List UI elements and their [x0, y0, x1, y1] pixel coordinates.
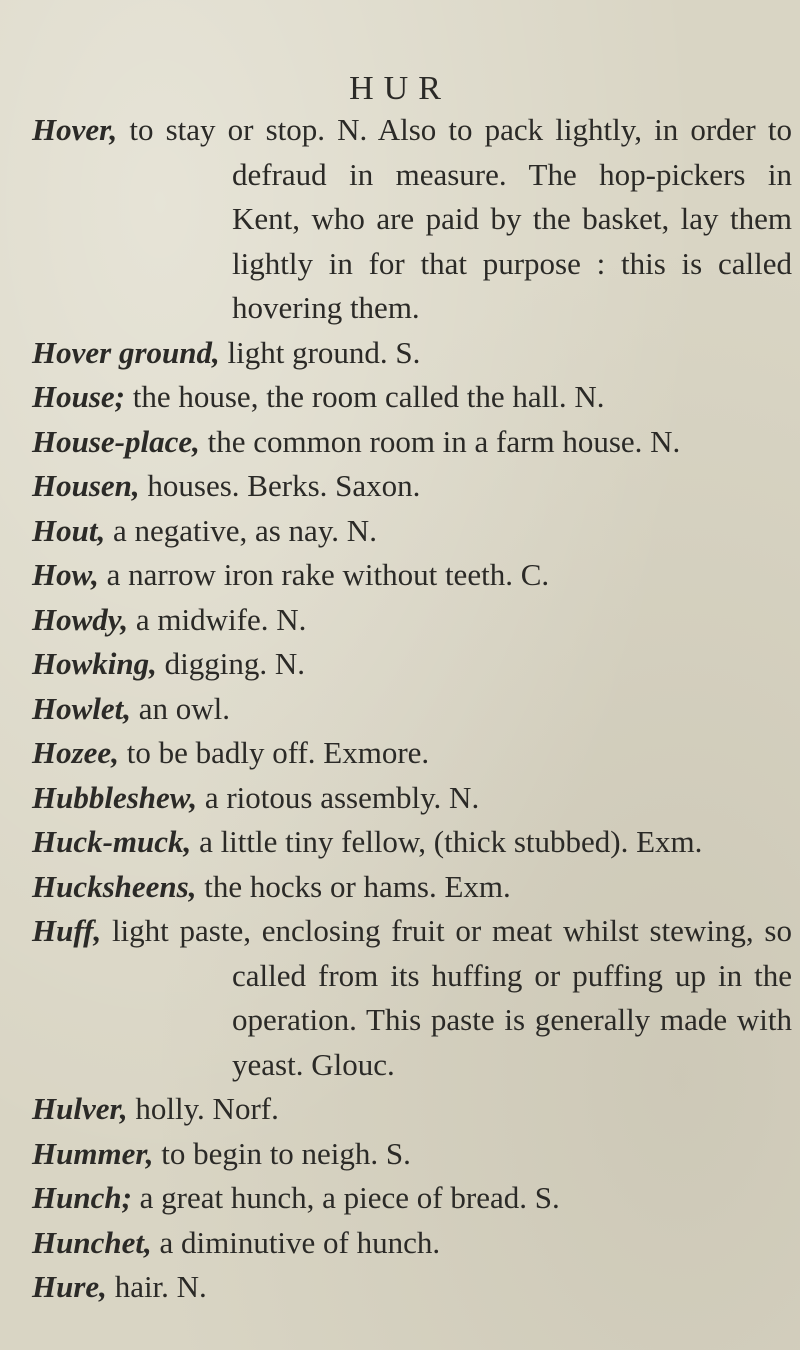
headword: Hure,: [32, 1269, 107, 1304]
headword: Hunchet,: [32, 1224, 152, 1260]
headword: Housen,: [32, 468, 140, 503]
entry: [0, 642, 800, 687]
entry: [0, 909, 800, 1087]
entry: [0, 464, 800, 509]
definition: digging. N.: [156, 646, 306, 681]
entry: [0, 1176, 800, 1221]
headword: Huff,: [32, 913, 102, 948]
definition: an owl.: [131, 690, 231, 726]
headword: House;: [32, 379, 125, 414]
headword: Howdy,: [32, 601, 129, 637]
entry: [0, 1221, 800, 1266]
definition: a narrow iron rake without teeth. C.: [98, 557, 550, 592]
entry: [0, 1132, 800, 1177]
headword: Hubbleshew,: [32, 779, 198, 815]
headword: Hummer,: [32, 1135, 154, 1171]
definition: a little tiny fellow, (thick stubbed). Exm.: [191, 824, 703, 859]
definition: a midwife. N.: [128, 601, 307, 637]
entry: [0, 731, 800, 776]
entry: [0, 509, 800, 554]
definition: the common room in a farm house. N.: [199, 423, 681, 459]
headword: Hucksheens,: [32, 868, 197, 904]
definition: a great hunch, a piece of bread. S.: [131, 1180, 560, 1215]
entry: [0, 820, 800, 865]
entry: [0, 1265, 800, 1310]
headword: Huck-muck,: [32, 824, 192, 859]
definition: a negative, as nay. N.: [105, 512, 377, 548]
headword: Howlet,: [32, 690, 132, 726]
entry: [0, 375, 800, 420]
headword: Hover,: [32, 112, 118, 147]
definition: light ground. S.: [219, 334, 421, 370]
definition: a diminutive of hunch.: [151, 1224, 441, 1260]
definition: the hocks or hams. Exm.: [196, 868, 511, 904]
entry: [0, 553, 800, 598]
entry: [0, 1087, 800, 1132]
dictionary-entries: [0, 108, 800, 1310]
definition: light paste, enclosing fruit or meat whilst stewing, so called from its huffing or puffing up in the operation. This paste is generally made with yeast. Glouc.: [101, 913, 792, 1082]
entry: [0, 776, 800, 821]
definition: the house, the room called the hall. N.: [125, 379, 605, 414]
definition: houses. Berks. Saxon.: [139, 468, 421, 503]
headword: Howking,: [32, 646, 157, 681]
headword: Hover ground,: [32, 334, 220, 370]
entry: [0, 331, 800, 376]
definition: hair. N.: [106, 1269, 207, 1304]
definition: holly. Norf.: [127, 1091, 279, 1126]
definition: to stay or stop. N. Also to pack lightly, in order to defraud in measure. The hop-pickers in Kent, who are paid by the basket, lay them lightly in for that purpose : this is called hovering them.: [117, 112, 792, 325]
entry: [0, 108, 800, 331]
headword: How,: [32, 557, 99, 592]
definition: to begin to neigh. S.: [153, 1135, 411, 1171]
headword: Hunch;: [32, 1180, 132, 1215]
entry: [0, 598, 800, 643]
headword: Hout,: [32, 512, 106, 548]
entry: [0, 687, 800, 732]
headword: Hulver,: [32, 1091, 128, 1126]
headword: House-place,: [32, 423, 200, 459]
running-head: HUR: [349, 70, 451, 107]
definition: to be badly off. Exmore.: [118, 735, 430, 770]
entry: [0, 865, 800, 910]
headword: Hozee,: [32, 735, 119, 770]
definition: a riotous assembly. N.: [197, 779, 480, 815]
entry: [0, 420, 800, 465]
